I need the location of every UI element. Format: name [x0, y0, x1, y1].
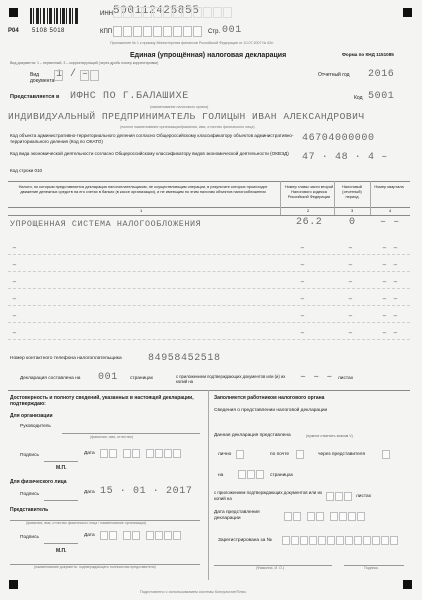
table-row-empty-mark: –	[300, 312, 306, 321]
submitted-to-value: ИФНС ПО Г.БАЛАШИХЕ	[70, 91, 189, 102]
sheets-unit-2: листах	[356, 494, 372, 499]
org-signature-label: Подпись	[20, 453, 39, 458]
by-mail-checkbox[interactable]	[296, 450, 304, 459]
taxpayer-name: ИНДИВИДУАЛЬНЫЙ ПРЕДПРИНИМАТЕЛЬ ГОЛИЦЫН ИВАН АЛЕКСАНДРОВИЧ	[8, 111, 365, 122]
code-label: Код	[354, 95, 363, 101]
table-col-divider-3	[370, 181, 371, 215]
table-header-quarter: Номер квартала	[374, 184, 404, 189]
by-mail-checkbox-wrap	[296, 450, 305, 459]
table-colnum-border	[8, 215, 410, 216]
inn-label: ИНН	[100, 11, 113, 17]
on-label: на	[218, 473, 224, 478]
table-row-empty-mark: –	[348, 244, 354, 253]
table-col-divider-1	[280, 181, 281, 215]
table-header-tax: Налоги, по которым представляется декларация налогоплательщиком, не осуществляющим операции, в результате которых происходит движение денежных средств на его счетах в банках (в кассе организации), и не имеющим по этим налогам объектов налогообложения	[18, 184, 268, 195]
rep-date-label: Дата	[84, 533, 95, 538]
table-row-empty-mark: –	[348, 329, 354, 338]
table-row-empty-mark: –	[300, 295, 306, 304]
table-row-empty-mark: –	[382, 261, 388, 270]
for-person: Для физического лица	[10, 479, 67, 485]
table-row-empty-mark: –	[382, 329, 388, 338]
table-col-divider-2	[334, 181, 335, 215]
registered-under-label: Зарегистрирована за №	[218, 538, 272, 543]
submission-info: Сведения о представлении налоговой декларации	[214, 408, 328, 413]
pages-unit: страницах	[130, 376, 154, 381]
footer-note: Подготовлено с использованием системы КонсультантПлюс	[140, 590, 247, 594]
kpp-cells	[113, 26, 203, 37]
page-title: Единая (упрощённая) налоговая декларация	[130, 52, 287, 59]
appendix-note: Приложение № 1 к приказу Министерства финансов Российской Федерации от 10.07.2007 № 62н	[110, 41, 274, 45]
table-row-empty-mark: –	[300, 278, 306, 287]
head-fio-caption: (фамилия, имя, отчество)	[90, 435, 134, 439]
head-line	[62, 433, 200, 434]
table-row-1-tax: УПРОЩЕННАЯ СИСТЕМА НАЛОГООБЛОЖЕНИЯ	[10, 219, 202, 229]
table-row-empty-mark: –	[393, 329, 399, 338]
attachments-value: – – –	[300, 372, 334, 383]
table-header-chapter: Номер главы части второй Налогового кодекса Российской Федерации	[284, 184, 334, 200]
doc-type-cells	[54, 70, 64, 81]
rep-mp-label: М.П.	[56, 548, 67, 554]
okato-label: Код объекта административно-территориального деления согласно Общероссийскому классификатору объектов административно-территориального деления (Код по ОКАТО)	[10, 133, 294, 144]
table-row-empty-mark: –	[348, 278, 354, 287]
corner-marker-bottom-left	[9, 580, 18, 589]
table-row-empty-mark: –	[300, 329, 306, 338]
table-row-empty-mark: –	[12, 329, 18, 338]
table-row-empty-mark: –	[348, 312, 354, 321]
corner-marker-top-right	[403, 8, 412, 17]
table-row-1-chapter: 26.2	[296, 217, 323, 228]
rep-doc-caption: (наименование документа, подтверждающего полномочия представителя)	[34, 565, 156, 569]
person-signature-label: Подпись	[20, 492, 39, 497]
table-row-empty-mark: –	[382, 244, 388, 253]
person-date-value: 15 · 01 · 2017	[100, 486, 193, 497]
pages-value: 001	[98, 372, 118, 383]
table-header-period: Налоговый (отчетный) период	[342, 184, 362, 200]
kpp-label: КПП	[100, 29, 113, 35]
col-number-3: 3	[351, 208, 354, 213]
page-label: Стр.	[208, 29, 221, 35]
in-person-label: лично	[218, 452, 232, 457]
via-rep-label: через представителя	[318, 452, 366, 457]
page-value: 001	[222, 25, 242, 36]
pages-unit-2: страницах	[270, 473, 294, 478]
tax-authority-caption: (наименование налогового органа)	[150, 105, 209, 109]
date-presented-cells	[284, 512, 366, 521]
rep-caption: (фамилия, имя, отчество физического лица / наименование организации)	[26, 521, 147, 525]
representative-label: Представитель	[10, 507, 49, 513]
org-mp-label: М.П.	[56, 465, 67, 471]
doc-type-note: Вид документа: 1 – первичный, 3 – корректирующий (через дробь номер корректировки)	[10, 61, 159, 65]
rep-signature-line	[44, 543, 78, 544]
code-value: 5001	[368, 91, 395, 102]
tax-authority-title: Заполняется работником налогового органа	[214, 395, 325, 401]
taxpayer-caption: (полное наименование организации/фамилия, имя, отчество физического лица)	[120, 125, 255, 129]
date-presented-label: Дата представления декларации	[214, 510, 260, 521]
submitted-how: Данная декларация представлена	[214, 433, 291, 438]
org-date-cells	[100, 449, 182, 458]
corner-marker-bottom-right	[403, 580, 412, 589]
table-row-1-quarter: – –	[380, 217, 400, 228]
table-row-divider	[8, 305, 410, 306]
table-row-empty-mark: –	[393, 295, 399, 304]
table-row-empty-mark: –	[300, 244, 306, 253]
table-row-empty-mark: –	[382, 278, 388, 287]
officer-fio-caption: (Фамилия, И. О.)	[256, 566, 285, 570]
reliability-title: Достоверность и полноту сведений, указанных в настоящей декларации, подтверждаю:	[10, 395, 194, 408]
table-row-empty-mark: –	[12, 312, 18, 321]
in-person-checkbox-wrap	[236, 450, 245, 459]
table-row-empty-mark: –	[12, 295, 18, 304]
table-top-border	[8, 181, 410, 182]
submitted-to-label: Представляется в	[10, 94, 60, 100]
barcode-number: 5108 5018	[32, 28, 65, 34]
person-signature-line	[44, 500, 78, 501]
table-header-border	[8, 207, 410, 208]
section-divider	[8, 390, 410, 391]
inn-value: 500112425855	[113, 5, 200, 17]
okved-value: 47 · 48 · 4 –	[302, 152, 388, 163]
rep-signature-label: Подпись	[20, 535, 39, 540]
doc-type-label: Вид документа	[30, 72, 55, 84]
pages-label: Декларация составлена на	[20, 376, 81, 381]
table-row-empty-mark: –	[12, 261, 18, 270]
barcode	[30, 8, 78, 24]
sheets-unit: листах	[338, 376, 354, 381]
table-row-divider	[8, 271, 410, 272]
report-year-label: Отчетный год	[318, 72, 350, 78]
for-organization: Для организации	[10, 413, 53, 419]
by-mail-label: по почте	[270, 452, 290, 457]
okato-value: 46704000000	[302, 133, 375, 144]
officer-signature-caption: Подпись	[364, 566, 379, 570]
col-number-1: 1	[140, 208, 143, 213]
attachments-label: с приложением подтверждающих документов или (и) их копий на	[176, 374, 286, 385]
attachments-cells	[326, 492, 353, 501]
table-row-empty-mark: –	[393, 312, 399, 321]
table-row-divider	[8, 254, 410, 255]
phone-value: 84958452518	[148, 353, 221, 364]
table-row-divider	[8, 339, 410, 340]
table-row-1-period: 0	[349, 217, 356, 228]
table-row-empty-mark: –	[393, 244, 399, 253]
submitted-how-note: (нужное отметить знаком V)	[306, 434, 353, 438]
via-rep-checkbox[interactable]	[382, 450, 390, 459]
doc-type-slash: /	[70, 69, 77, 80]
org-signature-line	[44, 461, 78, 462]
registration-cells	[282, 536, 399, 545]
table-row-empty-mark: –	[393, 261, 399, 270]
person-date-label: Дата	[84, 490, 95, 495]
doc-type-value: 1	[56, 69, 63, 80]
head-label: Руководитель	[20, 424, 51, 429]
org-date-label: Дата	[84, 451, 95, 456]
vertical-section-divider	[208, 390, 209, 580]
table-row-empty-mark: –	[12, 244, 18, 253]
doc-type-corr-cells	[80, 70, 100, 81]
knd-code: Форма по КНД 1151085	[342, 52, 394, 57]
form-code: Р04	[8, 28, 19, 34]
inn-cells	[113, 7, 233, 18]
rep-date-cells	[100, 531, 182, 540]
table-row-empty-mark: –	[382, 295, 388, 304]
table-row-empty-mark: –	[12, 278, 18, 287]
table-row-divider	[8, 322, 410, 323]
table-row-empty-mark: –	[348, 261, 354, 270]
pages-cells	[238, 470, 265, 479]
table-row-divider	[8, 288, 410, 289]
line-code-label: Код строки 010	[10, 168, 43, 173]
table-row-empty-mark: –	[300, 261, 306, 270]
col-number-2: 2	[307, 208, 310, 213]
report-year-value: 2016	[368, 69, 395, 80]
with-attachments: с приложением подтверждающих документов или их копий на	[214, 490, 323, 501]
table-row-empty-mark: –	[393, 278, 399, 287]
via-rep-checkbox-wrap	[382, 450, 391, 459]
phone-label: Номер контактного телефона налогоплательщика	[10, 356, 122, 361]
okved-label: Код вида экономической деятельности согласно Общероссийскому классификатору видов экономической деятельности (ОКВЭД)	[10, 151, 289, 156]
doc-type-correction: –	[82, 69, 89, 80]
corner-marker-top-left	[9, 8, 18, 17]
in-person-checkbox[interactable]	[236, 450, 244, 459]
table-row-empty-mark: –	[382, 312, 388, 321]
col-number-4: 4	[389, 208, 392, 213]
table-row-empty-mark: –	[348, 295, 354, 304]
